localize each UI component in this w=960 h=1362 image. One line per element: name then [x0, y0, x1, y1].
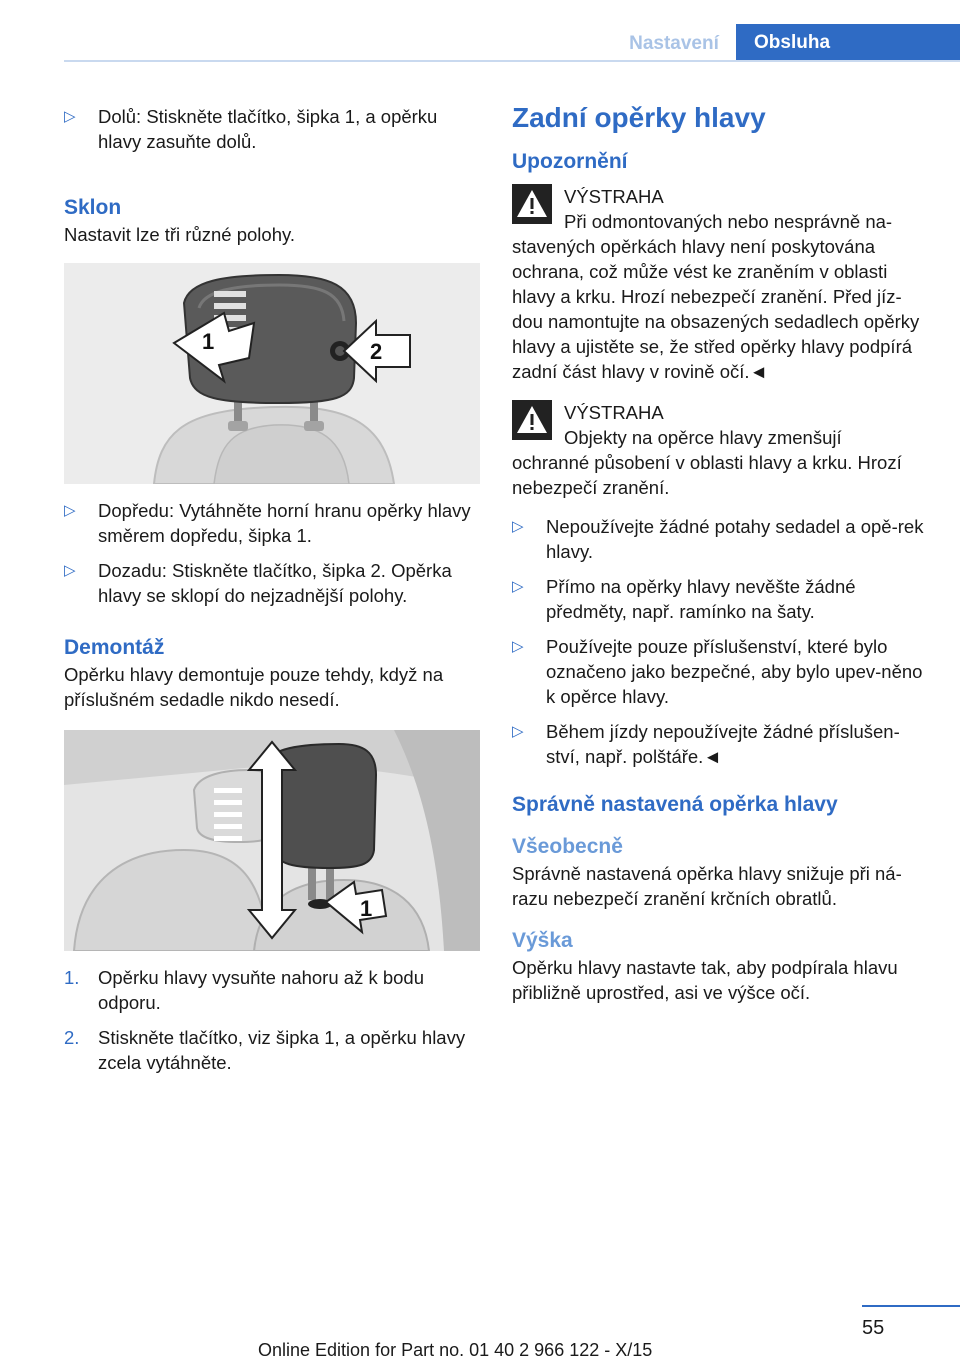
step-number: 1.: [64, 967, 80, 988]
warning-block: [512, 400, 926, 500]
warning-text: stavených opěrkách hlavy není poskytována ochrana, což může vést ke zraněním v oblasti hlavy a krku. Hrozí nebezpečí zranění. Před jíz-dou namontujte na obsazených sedadlech opěrky hlavy a ujistěte se, že střed opěrky hlavy podpírá zadní část hlavy v rovině očí.◄: [512, 236, 920, 382]
triangle-bullet-icon: ▷: [64, 502, 76, 519]
bullet-text: Nepoužívejte žádné potahy sedadel a opě-rek hlavy.: [546, 516, 924, 562]
warning-text: ochranné působení v oblasti hlavy a krku. Hrozí nebezpečí zranění.: [512, 452, 902, 498]
fig1-label-1: 1: [202, 329, 215, 354]
bullet-text: Dolů: Stiskněte tlačítko, šipka 1, a opěrku hlavy zasuňte dolů.: [98, 106, 438, 152]
bullet-text: Dopředu: Vytáhněte horní hranu opěrky hlavy směrem dopředu, šipka 1.: [98, 500, 471, 546]
section-heading-demontaz: Demontáž: [64, 636, 165, 659]
edition-note: Online Edition for Part no. 01 40 2 966 122 - X/15: [258, 1340, 653, 1360]
figure-headrest-tilt: [64, 263, 480, 484]
heading-spravne: Správně nastavená opěrka hlavy: [512, 793, 838, 816]
heading-vseobecne: Všeobecně: [512, 835, 623, 858]
warning-label: VÝSTRAHA: [564, 402, 664, 423]
footer-rule: [862, 1305, 960, 1307]
list-item: [64, 104, 482, 154]
list-item: [64, 1025, 482, 1075]
list-item: [64, 965, 482, 1015]
header-rule: [64, 60, 960, 62]
warning-triangle-icon: [512, 184, 552, 224]
sklon-text: Nastavit lze tři různé polohy.: [64, 224, 296, 245]
list-item: [64, 558, 482, 608]
bullet-text: Během jízdy nepoužívejte žádné příslušen-ství, např. polštáře.◄: [546, 721, 900, 767]
tab-obsluha[interactable]: Obsluha: [736, 24, 960, 62]
headrest-tilt-illustration: [64, 263, 480, 484]
bullet-text: Dozadu: Stiskněte tlačítko, šipka 2. Opěrka hlavy se sklopí do nejzadnější polohy.: [98, 560, 452, 606]
triangle-bullet-icon: ▷: [64, 562, 76, 579]
headrest-removal-illustration: [64, 730, 480, 951]
bullet-text: Přímo na opěrky hlavy nevěšte žádné předměty, např. ramínko na šaty.: [546, 576, 856, 622]
demontaz-text: Opěrku hlavy demontuje pouze tehdy, když na příslušném sedadle nikdo nesedí.: [64, 664, 444, 710]
step-text: Opěrku hlavy vysuňte nahoru až k bodu odporu.: [98, 967, 424, 1013]
triangle-bullet-icon: ▷: [64, 108, 76, 125]
list-item: [512, 574, 926, 624]
bullet-text: Používejte pouze příslušenství, které bylo označeno jako bezpečné, aby bylo upev-něno k opěrce hlavy.: [546, 636, 923, 707]
list-item: [512, 634, 926, 709]
triangle-bullet-icon: ▷: [512, 518, 524, 535]
triangle-bullet-icon: ▷: [512, 638, 524, 655]
heading-vyska: Výška: [512, 929, 573, 952]
warning-label: VÝSTRAHA: [564, 186, 664, 207]
section-heading-sklon: Sklon: [64, 196, 122, 219]
warning-triangle-icon: [512, 400, 552, 440]
page-number: 55: [862, 1317, 885, 1339]
list-item: [512, 719, 926, 769]
vseobecne-text: Správně nastavená opěrka hlavy snižuje při ná-razu nebezpečí zranění krčních obratlů.: [512, 863, 902, 909]
heading-upozorneni: Upozornění: [512, 150, 628, 173]
right-column: [512, 100, 926, 1005]
fig2-label-1: 1: [360, 896, 373, 921]
list-item: [64, 498, 482, 548]
warning-block: [512, 184, 926, 384]
figure-headrest-removal: [64, 730, 480, 951]
page-title: Zadní opěrky hlavy: [512, 102, 766, 133]
fig1-label-2: 2: [370, 339, 383, 364]
warning-text-line1: Při odmontovaných nebo nesprávně na-: [564, 211, 893, 232]
triangle-bullet-icon: ▷: [512, 723, 524, 740]
left-column: [64, 100, 482, 1085]
list-item: [512, 514, 926, 564]
warning-text-line1: Objekty na opěrce hlavy zmenšují: [564, 427, 842, 448]
tab-nastaveni[interactable]: Nastavení: [629, 33, 719, 54]
vyska-text: Opěrku hlavy nastavte tak, aby podpírala hlavu přibližně uprostřed, asi ve výšce očí.: [512, 957, 898, 1003]
triangle-bullet-icon: ▷: [512, 578, 524, 595]
step-number: 2.: [64, 1027, 80, 1048]
step-text: Stiskněte tlačítko, viz šipka 1, a opěrku hlavy zcela vytáhněte.: [98, 1027, 466, 1073]
